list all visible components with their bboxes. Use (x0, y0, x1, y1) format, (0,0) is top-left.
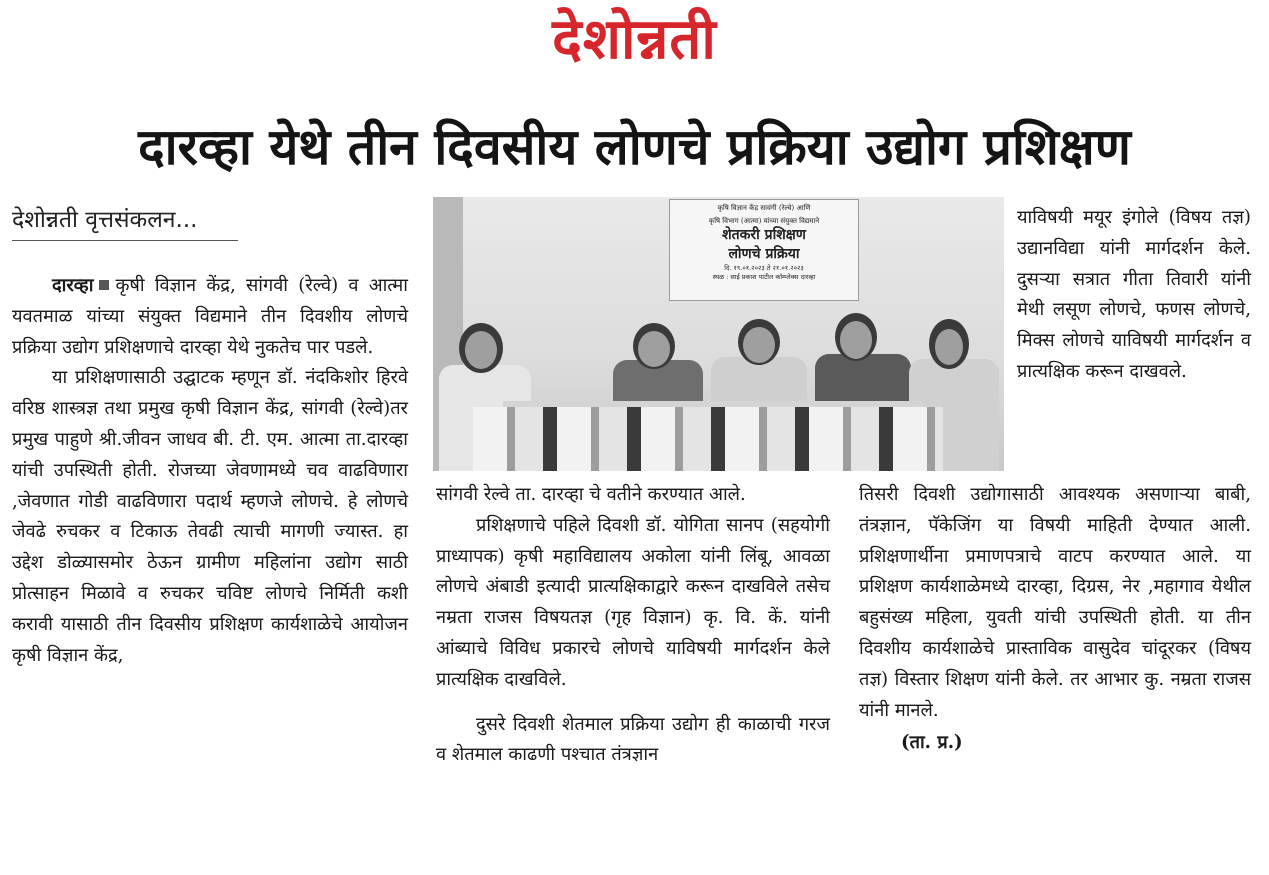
paragraph-4: प्रशिक्षणाचे पहिले दिवशी डॉ. योगिता सानप (सहयोगी प्राध्यापक) कृषी महाविद्यालय अकोला यांनी लिंबू, आवळा लोणचे अंबाडी इत्यादी प्रात्यक्षिकाद्वारे करून दाखविले तसेच नम्रता राजस विषयतज्ञ (गृह विज्ञान) कृ. वि. कें. यांनी आंब्याचे विविध प्रकारचे लोणचे याविषयी मार्गदर्शन केले प्रात्यक्षिक दाखविले. (436, 514, 830, 690)
article-column-3-top (1017, 203, 1251, 388)
banner-title-1: शेतकरी प्रशिक्षण (722, 227, 806, 243)
article-column-1 (12, 271, 408, 671)
paragraph-1 (12, 271, 408, 363)
paragraph-3: सांगवी रेल्वे ता. दारव्हा चे वतीने करण्यात आले. (436, 484, 746, 505)
article-column-2 (436, 480, 830, 771)
banner-title-2: लोणचे प्रक्रिया (728, 246, 800, 262)
byline: देशोन्नती वृत्तसंकलन... (12, 200, 238, 241)
article-column-3 (859, 480, 1251, 759)
decorated-table (473, 407, 943, 471)
headline: दारव्हा येथे तीन दिवसीय लोणचे प्रक्रिया उद्योग प्रशिक्षण (138, 118, 1131, 176)
paragraph-2: या प्रशिक्षणासाठी उद्घाटक म्हणून डॉ. नंदकिशोर हिरवे वरिष्ठ शास्त्रज्ञ तथा प्रमुख कृषी विज्ञान केंद्र, सांगवी (रेल्वे)तर प्रमुख पाहुणे श्री.जीवन जाधव बी. टी. एम. आत्मा ता.दारव्हा यांची उपस्थिती होती. रोजच्या जेवणामध्ये चव वाढविणारा ,जेवणात गोडी वाढविणारा पदार्थ म्हणजे लोणचे. हे लोणचे जेवढे रुचकर व टिकाऊ तेवढी त्याची मागणी ज्यास्त. हा उद्देश डोळ्यासमोर ठेऊन ग्रामीण महिलांना उद्योग साठी प्रोत्साहन मिळावे व रुचकर चविष्ट लोणचे निर्मिती कशी करावी यासाठी तीन दिवसीय प्रशिक्षण कार्यशाळेचे आयोजन कृषी विज्ञान केंद्र, (12, 367, 408, 666)
paragraph-5: दुसरे दिवशी शेतमाल प्रक्रिया उद्योग ही काळाची गरज व शेतमाल काढणी पश्चात तंत्रज्ञान (436, 713, 830, 766)
event-photo (433, 197, 1004, 471)
paragraph-6: तिसरी दिवशी उद्योगासाठी आवश्यक असणाऱ्या बाबी, तंत्रज्ञान, पॅकेजिंग या विषयी माहिती देण्यात आली. प्रशिक्षणार्थीना प्रमाणपत्राचे वाटप करण्यात आले. या प्रशिक्षण कार्यशाळेमध्ये दारव्हा, दिग्रस, नेर ,महागाव येथील बहुसंख्य महिला, युवती यांची उपस्थिती होती. या तीन दिवशीय कार्यशाळेचे प्रास्ताविक वासुदेव चांदूरकर (विषय तज्ञ) विस्तार शिक्षण यांनी केले. तर आभार कु. नम्रता राजस यांनी मानले. (859, 484, 1251, 721)
paragraph-1-text: कृषी विज्ञान केंद्र, सांगवी (रेल्वे) व आत्मा यवतमाळ यांच्या संयुक्त विद्यमाने तीन दिवशीय लोणचे प्रक्रिया उद्योग प्रशिक्षणाचे दारव्हा येथे नुकतेच पार पडले. (12, 275, 408, 358)
masthead-logo: देशोन्नती (552, 7, 717, 72)
signoff: (ता. प्र.) (901, 732, 963, 754)
separator-square-icon (99, 280, 109, 290)
banner-line-1: कृषि विज्ञान केंद्र सावंगी (रेल्वे) आणि (717, 204, 811, 212)
banner-line-2: कृषि विभाग (आत्मा) यांच्या संयुक्त विद्यमाने (708, 217, 820, 225)
banner-dates: दि. १९.०१.२०२३ ते २१.०१.२०२३ (724, 264, 804, 272)
banner-venue: स्थळ : साई प्रकाश पाटील कॉम्प्लेक्स दारव्हा (712, 273, 816, 281)
dateline: दारव्हा (52, 275, 94, 296)
column-3-top-text: याविषयी मयूर इंगोले (विषय तज्ञ) उद्यानविद्या यांनी मार्गदर्शन केले. दुसऱ्या सत्रात गीता तिवारी यांनी मेथी लसूण लोणचे, फणस लोणचे, मिक्स लोणचे याविषयी मार्गदर्शन व प्रात्यक्षिक करून दाखवले. (1017, 207, 1251, 382)
training-banner (669, 199, 859, 301)
